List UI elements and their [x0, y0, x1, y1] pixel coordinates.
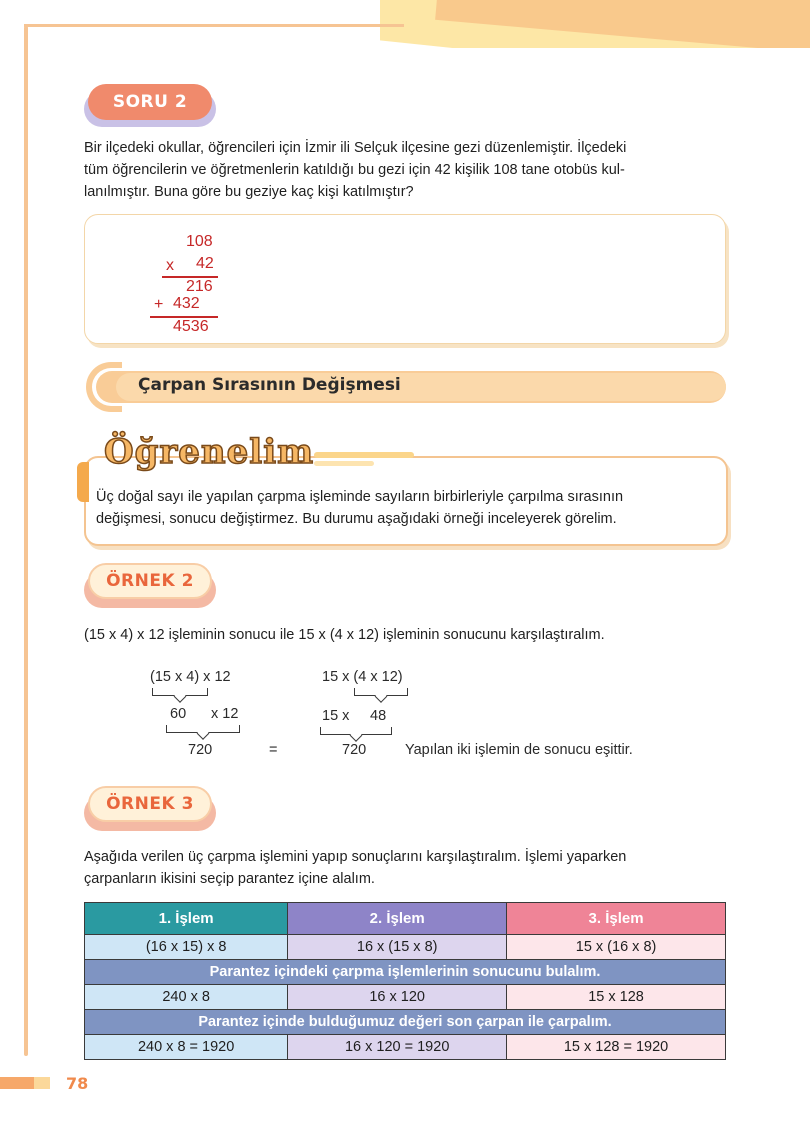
table-cell: 240 x 8: [85, 985, 288, 1010]
ornek2-badge: ÖRNEK 2: [88, 563, 212, 599]
left-step-b: x 12: [211, 706, 239, 722]
table-header: 1. İşlem: [85, 903, 288, 935]
right-result: 720: [342, 742, 367, 758]
learn-title-underline: [314, 452, 414, 458]
final-product: 4536: [173, 318, 209, 335]
table-cell: 240 x 8 = 1920: [85, 1035, 288, 1060]
soru-badge: SORU 2: [88, 84, 212, 120]
learn-title-underline-2: [314, 461, 374, 466]
table-header-row: [85, 903, 726, 935]
soru-line: Bir ilçedeki okullar, öğrencileri için İzmir ili Selçuk ilçesine gezi düzenlemiştir. İlçedeki: [84, 140, 627, 156]
ornek3-badge: ÖRNEK 3: [88, 786, 212, 822]
section-title: Çarpan Sırasının Değişmesi: [138, 375, 401, 395]
top-decoration: [380, 0, 810, 48]
times-sign: x: [166, 257, 174, 274]
multiplicand: 108: [186, 233, 213, 250]
partial-product-1: 216: [186, 278, 213, 295]
table-header: 3. İşlem: [507, 903, 726, 935]
table-row: [85, 1035, 726, 1060]
operations-table: [84, 902, 726, 1060]
table-instruction-row: [85, 1010, 726, 1035]
partial-product-2: 432: [173, 295, 200, 312]
ornek2-text: (15 x 4) x 12 işleminin sonucu ile 15 x (4 x 12) işleminin sonucunu karşılaştıralım.: [84, 627, 605, 643]
right-step-a: 15 x: [322, 708, 350, 724]
footer-bar-light: [34, 1077, 50, 1089]
table-instruction: Parantez içinde bulduğumuz değeri son çarpan ile çarpalım.: [85, 1010, 726, 1035]
learn-box-cap: [77, 462, 89, 502]
table-instruction-row: [85, 960, 726, 985]
conclusion-text: Yapılan iki işlemin de sonucu eşittir.: [405, 742, 633, 758]
soru-text: [84, 137, 734, 203]
learn-line: değişmesi, sonucu değiştirmez. Bu durumu aşağıdaki örneği inceleyerek görelim.: [96, 511, 617, 527]
soru-line: lanılmıştır. Buna göre bu geziye kaç kişi katılmıştır?: [84, 184, 414, 200]
table-row: [85, 935, 726, 960]
left-brace-1: [152, 688, 208, 696]
frame-top-rule: [24, 24, 404, 27]
footer-bar: [0, 1077, 34, 1089]
left-expression: (15 x 4) x 12: [150, 669, 231, 685]
right-step-b: 48: [370, 708, 387, 724]
right-brace-1: [354, 688, 408, 696]
left-step-a: 60: [170, 706, 187, 722]
table-header: 2. İşlem: [288, 903, 507, 935]
table-cell: 16 x 120 = 1920: [288, 1035, 507, 1060]
table-instruction: Parantez içindeki çarpma işlemlerinin sonucunu bulalım.: [85, 960, 726, 985]
frame-left-rule: [24, 26, 28, 1056]
learn-text: [96, 486, 726, 530]
multiplier: 42: [196, 255, 214, 272]
left-result: 720: [188, 742, 213, 758]
equals-sign: =: [269, 742, 278, 758]
table-row: [85, 985, 726, 1010]
learn-line: Üç doğal sayı ile yapılan çarpma işleminde sayıların birbirleriyle çarpılma sırasının: [96, 489, 624, 505]
soru-line: tüm öğrencilerin ve öğretmenlerin katıldığı bu gezi için 42 kişilik 108 tane otobüs kul-: [84, 162, 625, 178]
ornek3-line: Aşağıda verilen üç çarpma işlemini yapıp sonuçlarını karşılaştıralım. İşlemi yaparken: [84, 849, 627, 865]
right-brace-2: [320, 727, 392, 735]
right-expression: 15 x (4 x 12): [322, 669, 403, 685]
learn-title: Öğrenelim: [104, 432, 315, 472]
table-cell: (16 x 15) x 8: [85, 935, 288, 960]
ornek3-text: [84, 846, 734, 890]
page-number: 78: [66, 1074, 89, 1093]
ornek3-line: çarpanların ikisini seçip parantez içine alalım.: [84, 871, 375, 887]
table-cell: 16 x 120: [288, 985, 507, 1010]
table-cell: 15 x 128: [507, 985, 726, 1010]
table-cell: 15 x 128 = 1920: [507, 1035, 726, 1060]
plus-sign: +: [154, 296, 164, 313]
left-brace-2: [166, 725, 240, 733]
table-cell: 16 x (15 x 8): [288, 935, 507, 960]
table-cell: 15 x (16 x 8): [507, 935, 726, 960]
